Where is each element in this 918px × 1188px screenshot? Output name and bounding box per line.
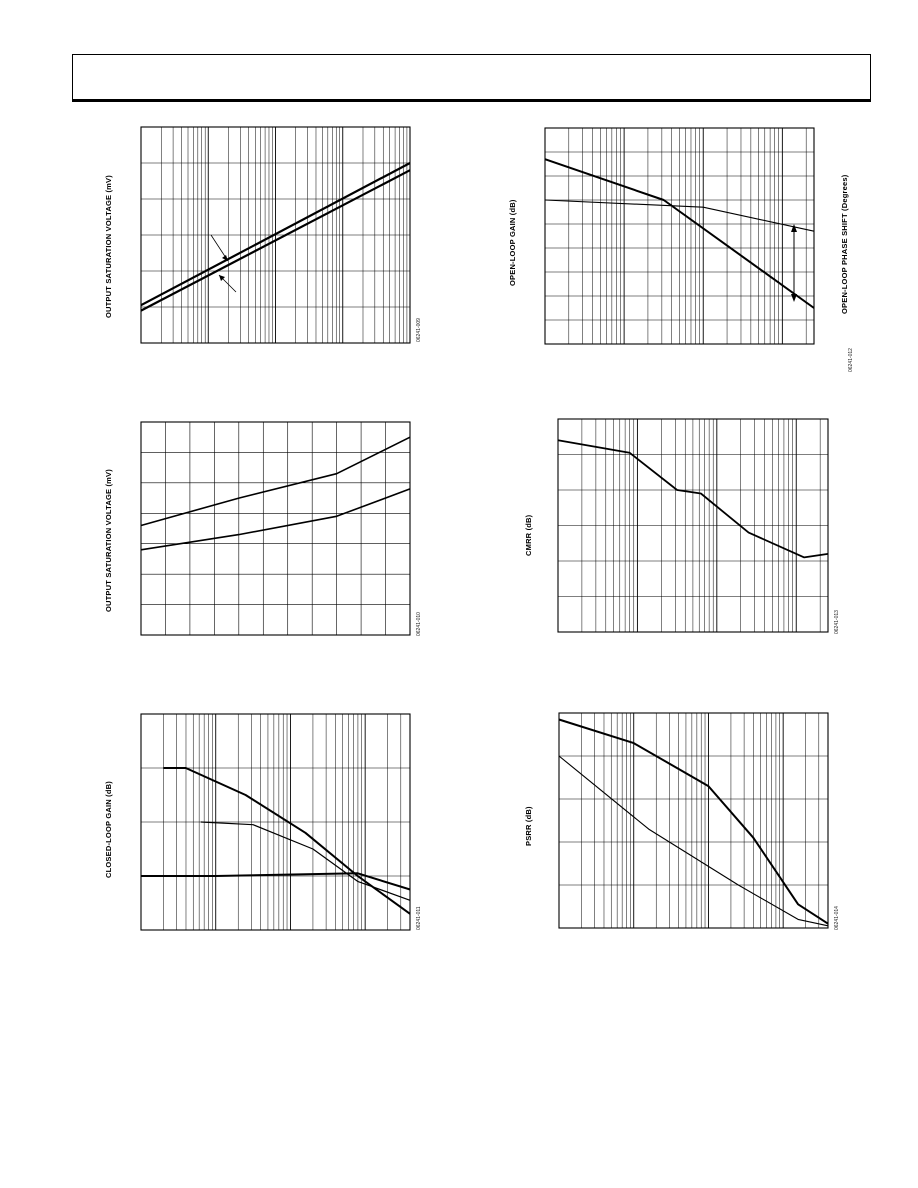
chart4-figure-code: 06241-013: [834, 610, 840, 634]
chart1-figure-code: 06241-009: [416, 318, 422, 342]
chart-output-saturation-vs-current: [141, 127, 410, 343]
chart1-y-axis-label: OUTPUT SATURATION VOLTAGE (mV): [104, 175, 113, 318]
chart2-right-axis-label: OPEN-LOOP PHASE SHIFT (Degrees): [840, 174, 849, 314]
chart6-series-1-line: [559, 720, 828, 924]
chart-cmrr-vs-frequency: [558, 419, 828, 632]
chart3-series-2-line: [141, 489, 410, 550]
page-header-box: [72, 54, 871, 102]
chart2-y-axis-label: OPEN-LOOP GAIN (dB): [508, 199, 517, 286]
chart3-y-axis-label: OUTPUT SATURATION VOLTAGE (mV): [104, 469, 113, 612]
chart2-figure-code: 06241-012: [848, 348, 854, 372]
chart2-annotation-phase-margin-arrow: [791, 224, 797, 302]
chart-closed-loop-gain-vs-frequency-svg: [141, 714, 410, 930]
arrow-head-down: [791, 294, 797, 302]
chart4-grid: [558, 419, 828, 632]
chart-output-saturation-vs-temperature: [141, 422, 410, 635]
chart-output-saturation-vs-current-svg: [141, 127, 410, 343]
chart6-series-2-line: [559, 756, 828, 926]
chart1-annotation-arrow-upper: [211, 235, 228, 261]
chart6-plot-frame: [559, 713, 828, 928]
chart-open-loop-gain-phase: [545, 128, 814, 344]
chart-psrr-vs-frequency-svg: [559, 713, 828, 928]
chart5-figure-code: 06241-011: [416, 906, 422, 930]
chart-closed-loop-gain-vs-frequency: [141, 714, 410, 930]
chart6-y-axis-label: PSRR (dB): [524, 806, 533, 846]
chart6-grid: [559, 713, 828, 928]
chart1-annotation-arrow-lower: [219, 275, 236, 292]
chart4-y-axis-label: CMRR (dB): [524, 514, 533, 556]
arrow-head-up: [791, 224, 797, 232]
chart-output-saturation-vs-temperature-svg: [141, 422, 410, 635]
chart3-figure-code: 06241-010: [416, 612, 422, 636]
chart5-series-1-line: [163, 768, 410, 914]
chart5-grid: [141, 714, 410, 930]
chart-psrr-vs-frequency: [559, 713, 828, 928]
chart6-figure-code: 06241-014: [834, 906, 840, 930]
chart-cmrr-vs-frequency-svg: [558, 419, 828, 632]
chart2-grid: [545, 128, 814, 344]
chart5-y-axis-label: CLOSED-LOOP GAIN (dB): [104, 781, 113, 878]
chart3-series-1-line: [141, 437, 410, 525]
chart-open-loop-gain-phase-svg: [545, 128, 814, 344]
